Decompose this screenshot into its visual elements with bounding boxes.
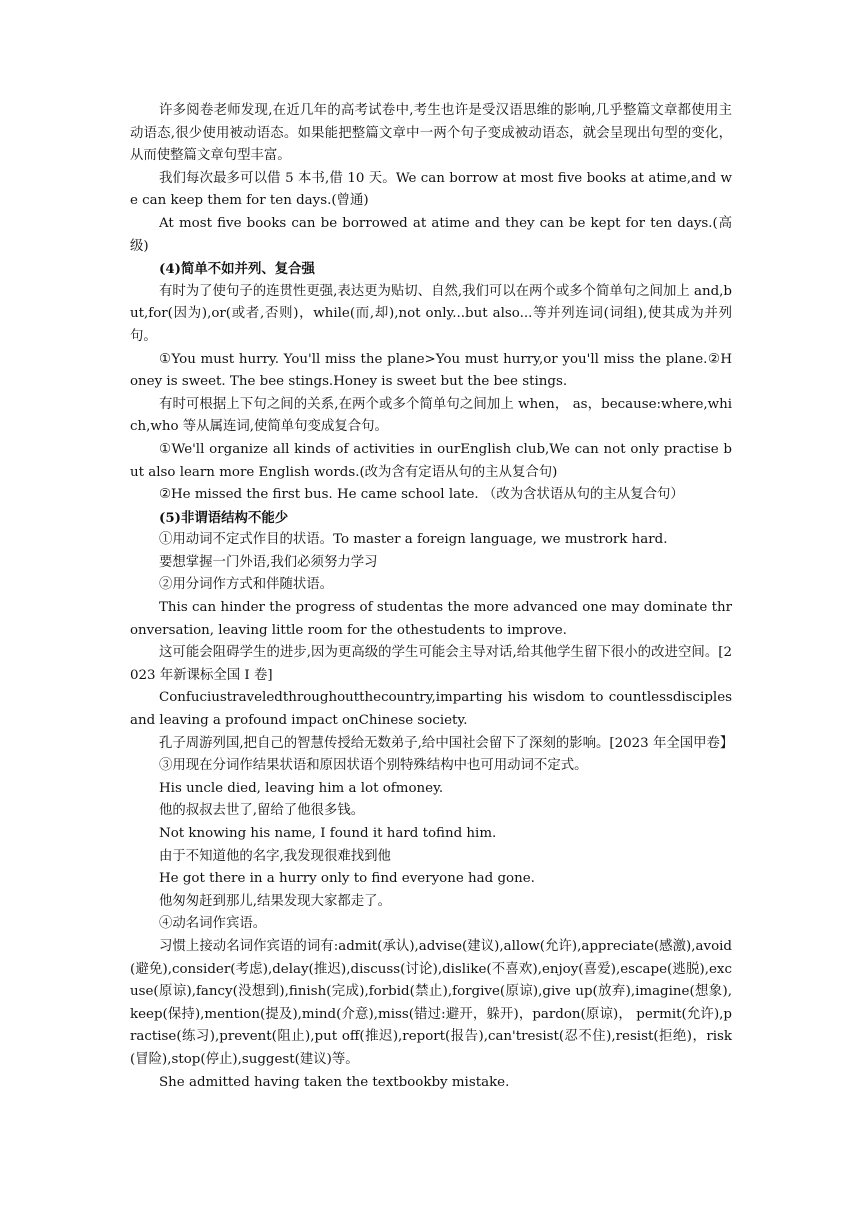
paragraph-confucius-translation: 孔子周游列国,把自己的智慧传授给无数弟子,给中国社会留下了深刻的影响。[2023 年全国甲卷】 [159, 735, 734, 751]
paragraph-example-borrow-books: 我们每次最多可以借 5 本书,借 10 天。We can borrow at most five books at atime,and we can keep them for ten days.(曾通) [130, 170, 732, 209]
paragraph-not-knowing-translation: 由于不知道他的名字,我发现很难找到他 [159, 848, 391, 864]
paragraph-example-not-knowing: Not knowing his name, I found it hard tofind him. [159, 826, 497, 841]
paragraph-infinitive-translation: 要想掌握一门外语,我们必须努力学习 [159, 554, 378, 570]
paragraph-example-english-club: ①We'll organize all kinds of activities in ourEnglish club,We can not only practise but also learn more English words.(改为含有定语从句的主从复合句) [130, 441, 732, 480]
paragraph-example-hurry-gone: He got there in a hurry only to find everyone had gone. [159, 871, 535, 887]
paragraph-hurry-gone-translation: 他匆匆赶到那儿,结果发现大家都走了。 [159, 893, 391, 909]
paragraph-passive-voice-intro: 许多阅卷老师发现,在近几年的高考试卷中,考生也许是受汉语思维的影响,几乎整篇文章都使用主动语态,很少使用被动语态。如果能把整篇文章中一两个句子变成被动语态，就会呈现出句型的变化，从而使整篇文章句型丰富。 [130, 103, 732, 164]
paragraph-example-confucius: Confuciustraveledthroughoutthecountry,imparting his wisdom to countlessdisciples and leaving a profound impact onChinese society. [130, 690, 732, 729]
paragraph-uncle-translation: 他的叔叔去世了,留给了他很多钱。 [159, 803, 365, 819]
paragraph-example-uncle: His uncle died, leaving him a lot ofmoney. [159, 780, 444, 796]
paragraph-infinitive-purpose: ①用动词不定式作目的状语。To master a foreign language, we mustrork hard. [159, 532, 668, 548]
paragraph-gerund-verb-list: 习惯上接动名词作宾语的词有:admit(承认),advise(建议),allow(允许),appreciate(感激),avoid(避免),consider(考虑),delay(推迟),discuss(讨论),dislike(不喜欢),enjoy(喜爱),escape(逃脱),excuse(原谅),fancy(没想到),finish(完成),forbid(禁止),forgive(原谅),give up(放弃),imagine(想象),keep(保持),mention(提及),mind(介意),miss(错过:避开，躲开)，pardon(原谅)， permit(允许),practise(练习),prevent(阻止),put off(推迟),report(报告),can'tresist(忍不住),resist(拒绝)，risk(冒险),stop(停止),suggest(建议)等。 [130, 938, 732, 1067]
paragraph-hinder-translation: 这可能会阻碍学生的进步,因为更高级的学生可能会主导对话,给其他学生留下很小的改进空间。[2023 年新课标全国 I 卷] [130, 645, 732, 683]
paragraph-example-hinder-progress: This can hinder the progress of studentas the more advanced one may dominate thronversation, leaving little room for the othestudents to improve. [130, 600, 732, 638]
paragraph-gerund-object: ④动名词作宾语。 [159, 916, 267, 932]
paragraph-complex-sentences: 有时可根据上下句之间的关系,在两个或多个简单句之间加上 when， as，because:where,which,who 等从属连词,使简单句变成复合句。 [130, 396, 732, 435]
paragraph-compound-sentences: 有时为了使句子的连贯性更强,表达更为贴切、自然,我们可以在两个或多个简单句之间加上 and,but,for(因为),or(或者,否则)，while(而,却),not only...but also...等并列连词(词组),使其成为并列句。 [130, 283, 733, 344]
section-heading-5: (5)非谓语结构不能少 [159, 509, 289, 526]
paragraph-example-admitted: She admitted having taken the textbookby mistake. [159, 1074, 510, 1090]
paragraph-example-hurry-honey: ①You must hurry. You'll miss the plane>You must hurry,or you'll miss the plane.②Honey is sweet. The bee stings.Honey is sweet but the bee stings. [130, 351, 732, 390]
paragraph-participle-manner: ②用分词作方式和伴随状语。 [159, 577, 334, 593]
paragraph-example-missed-bus: ②He missed the first bus. He came school late. （改为含状语从句的主从复合句） [159, 487, 684, 503]
paragraph-example-borrow-books-passive: At most five books can be borrowed at atime and they can be kept for ten days.(高级) [130, 215, 732, 254]
paragraph-participle-result: ③用现在分词作结果状语和原因状语个别特殊结构中也可用动词不定式。 [159, 758, 588, 774]
document-body [130, 100, 732, 1094]
section-heading-4: (4)简单不如并列、复合强 [159, 261, 315, 278]
